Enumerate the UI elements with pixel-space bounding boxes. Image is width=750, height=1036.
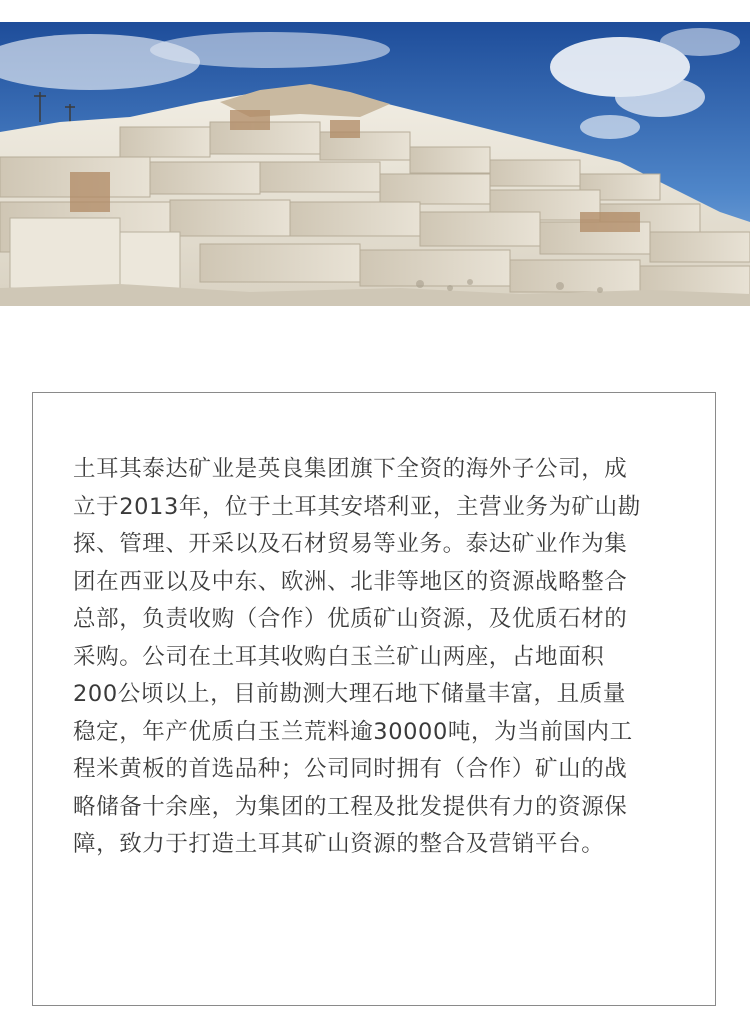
- intro-line: 200公顷以上，目前勘测大理石地下储量丰富，且质量: [73, 681, 626, 707]
- intro-line: 团在西亚以及中东、欧洲、北非等地区的资源战略整合: [73, 568, 628, 595]
- intro-line: 程米黄板的首选品种；公司同时拥有（合作）矿山的战: [73, 756, 628, 782]
- intro-line: 采购。公司在土耳其收购白玉兰矿山两座，占地面积: [73, 643, 605, 670]
- company-intro-box: [32, 392, 716, 1006]
- intro-line: 略储备十余座，为集团的工程及批发提供有力的资源保: [73, 793, 628, 820]
- intro-line: 障，致力于打造土耳其矿山资源的整合及营销平台。: [73, 831, 605, 857]
- marble-quarry-photo-icon: [0, 22, 750, 306]
- intro-line: 总部，负责收购（合作）优质矿山资源，及优质石材的: [73, 606, 628, 632]
- intro-line: 探、管理、开采以及石材贸易等业务。泰达矿业作为集: [73, 531, 628, 557]
- intro-line: 稳定，年产优质白玉兰荒料逾30000吨，为当前国内工: [73, 718, 633, 745]
- intro-line: 土耳其泰达矿业是英良集团旗下全资的海外子公司，成: [73, 456, 628, 482]
- hero-quarry-image: [0, 22, 750, 306]
- intro-line: 立于2013年，位于土耳其安塔利亚，主营业务为矿山勘: [73, 493, 641, 520]
- company-intro-text: [73, 451, 679, 864]
